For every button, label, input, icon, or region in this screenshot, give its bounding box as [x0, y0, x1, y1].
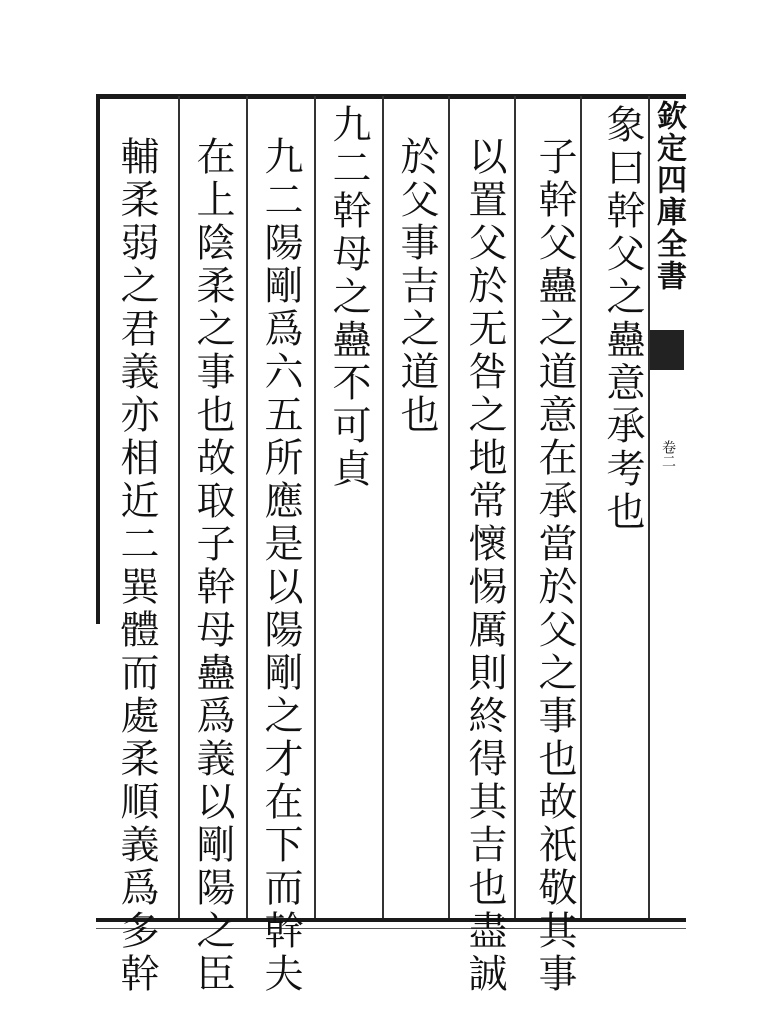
text-column-6: 九二陽剛爲六五所應是以陽剛之才在下而幹夫	[258, 136, 303, 996]
column-divider	[580, 96, 582, 918]
column-divider	[246, 96, 248, 918]
column-divider	[514, 96, 516, 918]
bottom-edge-line	[96, 928, 686, 929]
text-column-1: 象曰幹父之蠱意承考也	[600, 104, 645, 534]
text-column-2: 子幹父蠱之道意在承當於父之事也故祇敬其事	[532, 136, 577, 996]
volume-label: 卷二	[660, 440, 676, 468]
text-column-7: 在上陰柔之事也故取子幹母蠱爲義以剛陽之臣	[190, 136, 235, 996]
text-column-5: 九二幹母之蠱不可貞	[326, 104, 371, 491]
text-column-8: 輔柔弱之君義亦相近二巽體而處柔順義爲多幹	[114, 136, 159, 996]
book-title: 欽定四庫全書	[651, 100, 686, 292]
left-frame-line	[96, 94, 100, 624]
column-divider	[178, 96, 180, 918]
top-frame-line	[96, 94, 686, 99]
text-column-4: 於父事吉之道也	[394, 136, 439, 437]
fish-tail-mark	[650, 330, 684, 370]
text-column-3: 以置父於无咎之地常懷惕厲則終得其吉也盡誠	[462, 136, 507, 996]
column-divider	[314, 96, 316, 918]
bottom-frame-line	[96, 918, 686, 922]
column-divider	[382, 96, 384, 918]
column-divider	[448, 96, 450, 918]
